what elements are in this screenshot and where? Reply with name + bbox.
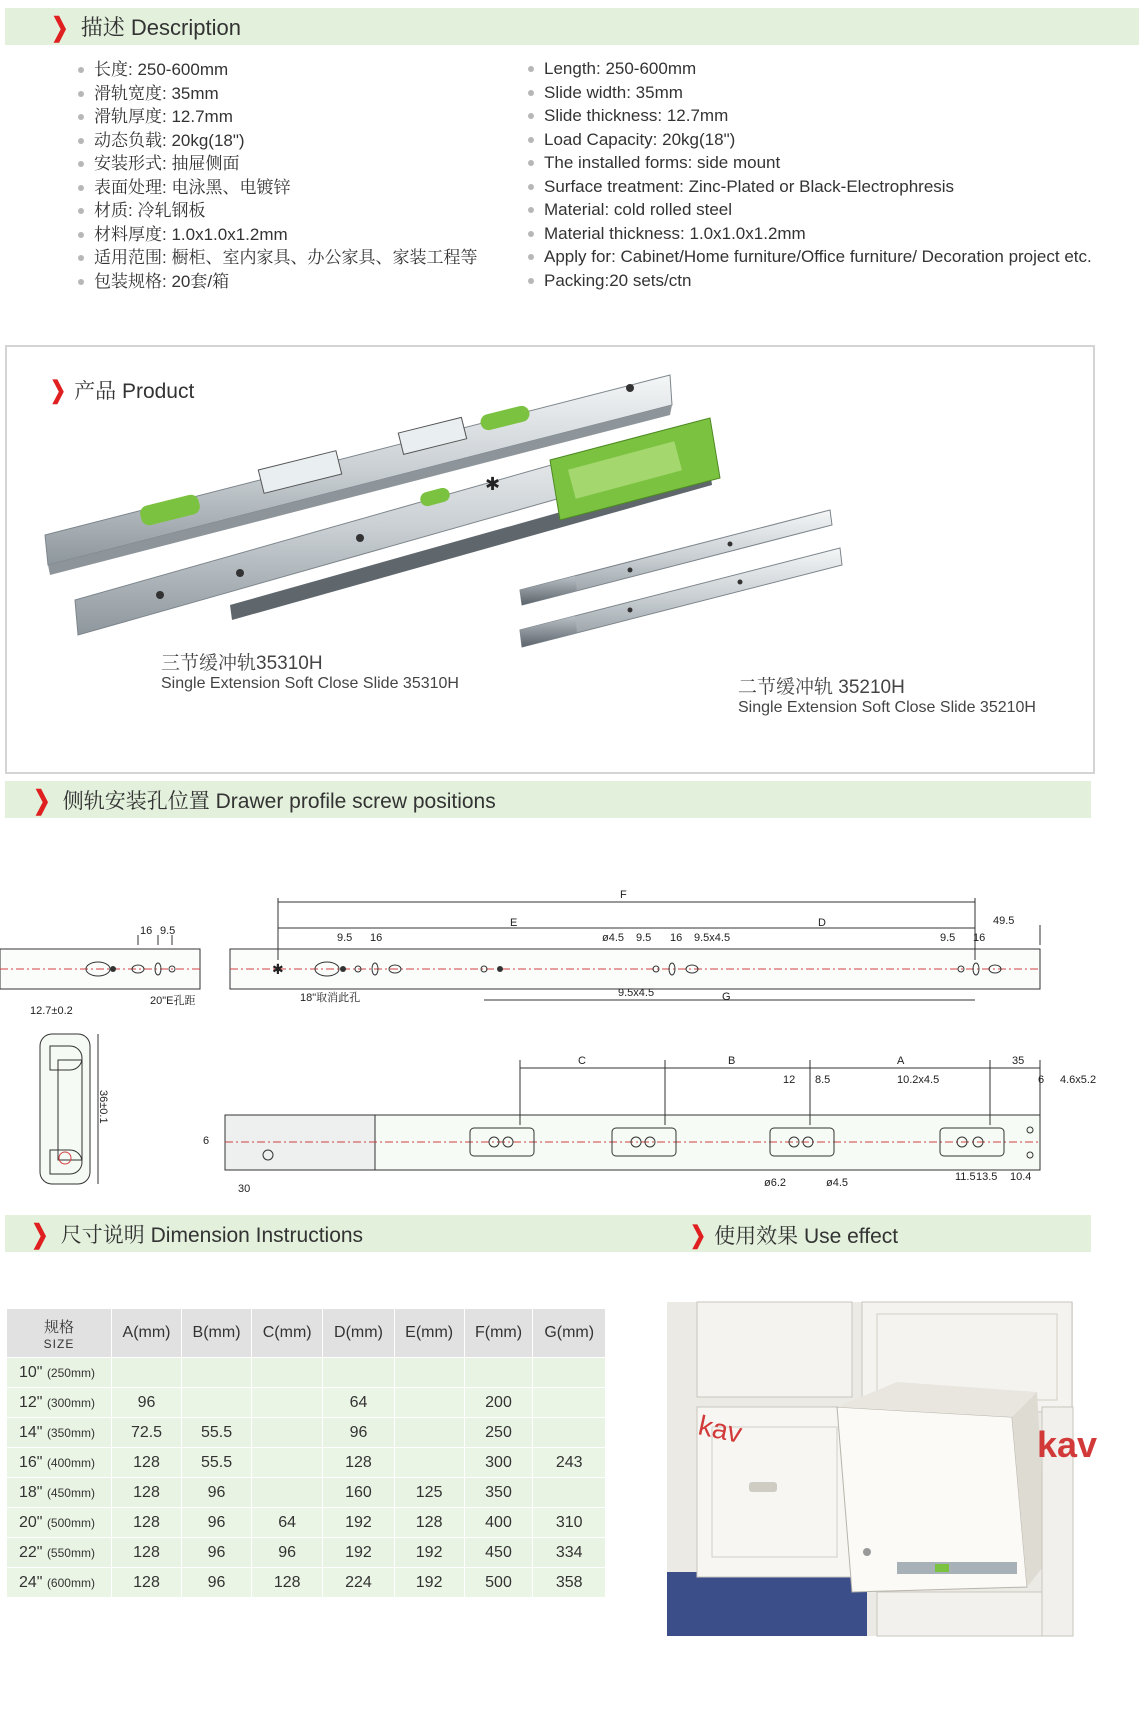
size-mm: (350mm) — [46, 1425, 95, 1440]
size-mm: (300mm) — [46, 1395, 95, 1410]
dim-label: 12 — [783, 1074, 796, 1086]
size-mm: (450mm) — [46, 1485, 95, 1500]
table-cell: 55.5 — [182, 1448, 252, 1478]
table-cell — [323, 1358, 394, 1388]
list-item: Surface treatment: Zinc-Plated or Black-Electrophresis — [528, 175, 1092, 199]
caption-zh: 二节缓冲轨 35210H — [738, 677, 905, 698]
dim-label: 12.7±0.2 — [30, 1005, 73, 1017]
dim-label: 16 — [973, 932, 986, 944]
dim-label: A — [897, 1055, 905, 1067]
use-effect-header — [688, 1220, 898, 1250]
product-caption-2 — [738, 672, 1036, 717]
size-inch: 14" — [19, 1423, 43, 1441]
dim-label: 6 — [203, 1135, 210, 1147]
list-item: Apply for: Cabinet/Home furniture/Office furniture/ Decoration project etc. — [528, 245, 1092, 269]
table-cell: 96 — [182, 1538, 252, 1568]
table-cell: 96 — [252, 1538, 323, 1568]
spec-list-en — [528, 57, 1092, 292]
list-item: 长度: 250-600mm — [78, 58, 477, 82]
table-cell: 334 — [533, 1538, 606, 1568]
size-mm: (400mm) — [46, 1455, 95, 1470]
list-item: Slide thickness: 12.7mm — [528, 104, 1092, 128]
table-cell — [394, 1448, 464, 1478]
table-cell: 310 — [533, 1508, 606, 1538]
table-cell — [252, 1448, 323, 1478]
dim-label: G — [722, 991, 731, 1003]
list-item: Slide width: 35mm — [528, 81, 1092, 105]
dim-label: 9.5 — [337, 932, 353, 944]
table-cell — [252, 1478, 323, 1508]
table-row — [7, 1418, 606, 1448]
table-cell: 96 — [182, 1568, 252, 1598]
screw-diagram — [0, 880, 1140, 1200]
description-header — [5, 8, 1139, 45]
product-caption-1 — [161, 648, 459, 693]
chevron-right-icon: ❯ — [50, 376, 67, 404]
dim-label: 8.5 — [815, 1074, 831, 1086]
table-cell: 300 — [464, 1448, 533, 1478]
chevron-right-icon: ❯ — [51, 11, 69, 42]
list-item: 滑轨宽度: 35mm — [78, 82, 477, 106]
dim-label: 9.5x4.5 — [618, 987, 655, 999]
dim-label: ø4.5 — [602, 932, 625, 944]
table-cell: 128 — [323, 1448, 394, 1478]
table-cell: 224 — [323, 1568, 394, 1598]
table-cell — [394, 1418, 464, 1448]
table-row — [7, 1568, 606, 1598]
caption-zh: 三节缓冲轨35310H — [161, 653, 323, 674]
table-row — [7, 1508, 606, 1538]
table-cell: 96 — [323, 1418, 394, 1448]
size-inch: 20" — [19, 1513, 43, 1531]
size-cell — [7, 1418, 112, 1448]
table-cell: 64 — [323, 1388, 394, 1418]
list-item: 表面处理: 电泳黑、电镀锌 — [78, 176, 477, 200]
description-title: 描述 Description — [80, 15, 241, 40]
list-item: 适用范围: 橱柜、室内家具、办公家具、家装工程等 — [78, 246, 477, 270]
dim-label: 10.4 — [1010, 1171, 1032, 1183]
table-row — [7, 1478, 606, 1508]
list-item: 滑轨厚度: 12.7mm — [78, 105, 477, 129]
dim-label: F — [620, 889, 627, 901]
list-item: 包装规格: 20套/箱 — [78, 270, 477, 294]
note-label: 18"取消此孔 — [300, 992, 361, 1004]
size-cell — [7, 1508, 112, 1538]
size-cell — [7, 1448, 112, 1478]
size-inch: 12" — [19, 1393, 43, 1411]
dim-label: E — [510, 917, 518, 929]
column-header: D(mm) — [323, 1309, 394, 1358]
svg-text:✱: ✱ — [272, 961, 284, 977]
table-cell: 64 — [252, 1508, 323, 1538]
table-cell: 128 — [394, 1508, 464, 1538]
size-mm: (250mm) — [46, 1365, 95, 1380]
size-inch: 10" — [19, 1363, 43, 1381]
list-item: Length: 250-600mm — [528, 57, 1092, 81]
table-cell: 128 — [112, 1448, 182, 1478]
rail-long-top — [230, 898, 1040, 1000]
column-header: G(mm) — [533, 1309, 606, 1358]
table-row — [7, 1448, 606, 1478]
table-cell: 96 — [112, 1388, 182, 1418]
column-header: E(mm) — [394, 1309, 464, 1358]
dim-label: ø4.5 — [826, 1177, 849, 1189]
list-item: Packing:20 sets/ctn — [528, 269, 1092, 293]
list-item: 材料厚度: 1.0x1.0x1.2mm — [78, 223, 477, 247]
list-item: 安装形式: 抽屉侧面 — [78, 152, 477, 176]
use-effect-photo — [667, 1302, 1098, 1636]
table-cell — [182, 1388, 252, 1418]
size-cell — [7, 1358, 112, 1388]
table-cell: 192 — [394, 1568, 464, 1598]
size-header — [7, 1309, 112, 1358]
svg-text:✱: ✱ — [485, 474, 501, 494]
dim-label: B — [728, 1055, 736, 1067]
size-mm: (600mm) — [46, 1575, 95, 1590]
spec-list-zh — [78, 58, 477, 293]
table-cell: 192 — [394, 1538, 464, 1568]
table-cell: 192 — [323, 1538, 394, 1568]
table-cell: 128 — [252, 1568, 323, 1598]
table-cell: 358 — [533, 1568, 606, 1598]
table-row — [7, 1538, 606, 1568]
use-effect-title: 使用效果 Use effect — [714, 1225, 899, 1248]
dimension-table — [6, 1308, 606, 1598]
brand-logo: kav — [695, 1409, 745, 1449]
size-inch: 24" — [19, 1573, 43, 1591]
table-cell — [252, 1358, 323, 1388]
table-cell — [533, 1388, 606, 1418]
table-cell — [182, 1358, 252, 1388]
column-header: A(mm) — [112, 1309, 182, 1358]
chevron-right-icon: ❯ — [33, 784, 51, 815]
table-cell: 500 — [464, 1568, 533, 1598]
table-cell — [252, 1418, 323, 1448]
table-cell — [252, 1388, 323, 1418]
brand-logo: kav — [1037, 1424, 1098, 1465]
table-cell: 200 — [464, 1388, 533, 1418]
list-item: 动态负载: 20kg(18") — [78, 129, 477, 153]
dimension-title: 尺寸说明 Dimension Instructions — [60, 1223, 364, 1247]
dim-label: D — [818, 917, 826, 929]
dim-label: 16 — [140, 925, 153, 937]
size-header-en: SIZE — [43, 1336, 75, 1351]
table-cell: 250 — [464, 1418, 533, 1448]
table-cell — [533, 1358, 606, 1388]
column-header: B(mm) — [182, 1309, 252, 1358]
dim-label: C — [578, 1055, 586, 1067]
chevron-right-icon: ❯ — [31, 1218, 49, 1249]
table-cell: 125 — [394, 1478, 464, 1508]
size-inch: 16" — [19, 1453, 43, 1471]
size-cell — [7, 1388, 112, 1418]
list-item: Material thickness: 1.0x1.0x1.2mm — [528, 222, 1092, 246]
table-header-row — [7, 1309, 606, 1358]
list-item: Material: cold rolled steel — [528, 198, 1092, 222]
size-inch: 22" — [19, 1543, 43, 1561]
table-cell: 243 — [533, 1448, 606, 1478]
table-cell: 96 — [182, 1508, 252, 1538]
product-title: 产品 Product — [74, 380, 195, 403]
table-cell: 128 — [112, 1508, 182, 1538]
table-cell — [533, 1418, 606, 1448]
caption-en: Single Extension Soft Close Slide 35210H — [738, 699, 1036, 716]
size-header-zh: 规格 — [43, 1318, 74, 1336]
size-cell — [7, 1478, 112, 1508]
size-inch: 18" — [19, 1483, 43, 1501]
column-header: C(mm) — [252, 1309, 323, 1358]
dim-label: 9.5x4.5 — [694, 932, 731, 944]
size-cell — [7, 1568, 112, 1598]
dim-label: 6 — [1038, 1074, 1045, 1086]
dim-label: ø6.2 — [764, 1177, 787, 1189]
rail-cross-section — [40, 1034, 98, 1184]
dim-label: 36±0.1 — [97, 1090, 109, 1124]
list-item: 材质: 冷轧钢板 — [78, 199, 477, 223]
table-cell — [394, 1388, 464, 1418]
table-cell: 350 — [464, 1478, 533, 1508]
dim-label: 10.2x4.5 — [897, 1074, 940, 1086]
dim-label: 35 — [1012, 1055, 1025, 1067]
table-cell: 192 — [323, 1508, 394, 1538]
screw-header — [5, 781, 1091, 818]
table-cell: 160 — [323, 1478, 394, 1508]
table-cell — [394, 1358, 464, 1388]
dimension-header — [5, 1215, 1091, 1252]
chevron-right-icon: ❯ — [690, 1221, 707, 1249]
caption-en: Single Extension Soft Close Slide 35310H — [161, 675, 459, 692]
screw-title: 侧轨安装孔位置 Drawer profile screw positions — [62, 789, 496, 813]
dim-label: 9.5 — [636, 932, 652, 944]
dim-label: 11.5 — [955, 1171, 976, 1183]
table-cell — [464, 1358, 533, 1388]
table-cell: 72.5 — [112, 1418, 182, 1448]
table-cell: 400 — [464, 1508, 533, 1538]
size-mm: (550mm) — [46, 1545, 95, 1560]
table-cell: 128 — [112, 1538, 182, 1568]
size-mm: (500mm) — [46, 1515, 95, 1530]
dim-label: 4.6x5.2 — [1060, 1074, 1097, 1086]
size-cell — [7, 1538, 112, 1568]
dim-label: 16 — [670, 932, 683, 944]
table-row — [7, 1358, 606, 1388]
table-cell: 96 — [182, 1478, 252, 1508]
table-cell: 128 — [112, 1568, 182, 1598]
table-cell — [533, 1478, 606, 1508]
table-cell: 128 — [112, 1478, 182, 1508]
dim-label: 16 — [370, 932, 383, 944]
table-cell: 55.5 — [182, 1418, 252, 1448]
table-cell — [112, 1358, 182, 1388]
dim-label: 9.5 — [160, 925, 176, 937]
list-item: The installed forms: side mount — [528, 151, 1092, 175]
table-cell: 450 — [464, 1538, 533, 1568]
table-row — [7, 1388, 606, 1418]
list-item: Load Capacity: 20kg(18") — [528, 128, 1092, 152]
dim-label: 49.5 — [993, 915, 1015, 927]
dim-label: 30 — [238, 1183, 251, 1195]
rail-short — [0, 935, 200, 989]
note-label: 20"E孔距 — [150, 995, 196, 1007]
dim-label: 9.5 — [940, 932, 956, 944]
dim-label: 13.5 — [976, 1171, 998, 1183]
column-header: F(mm) — [464, 1309, 533, 1358]
